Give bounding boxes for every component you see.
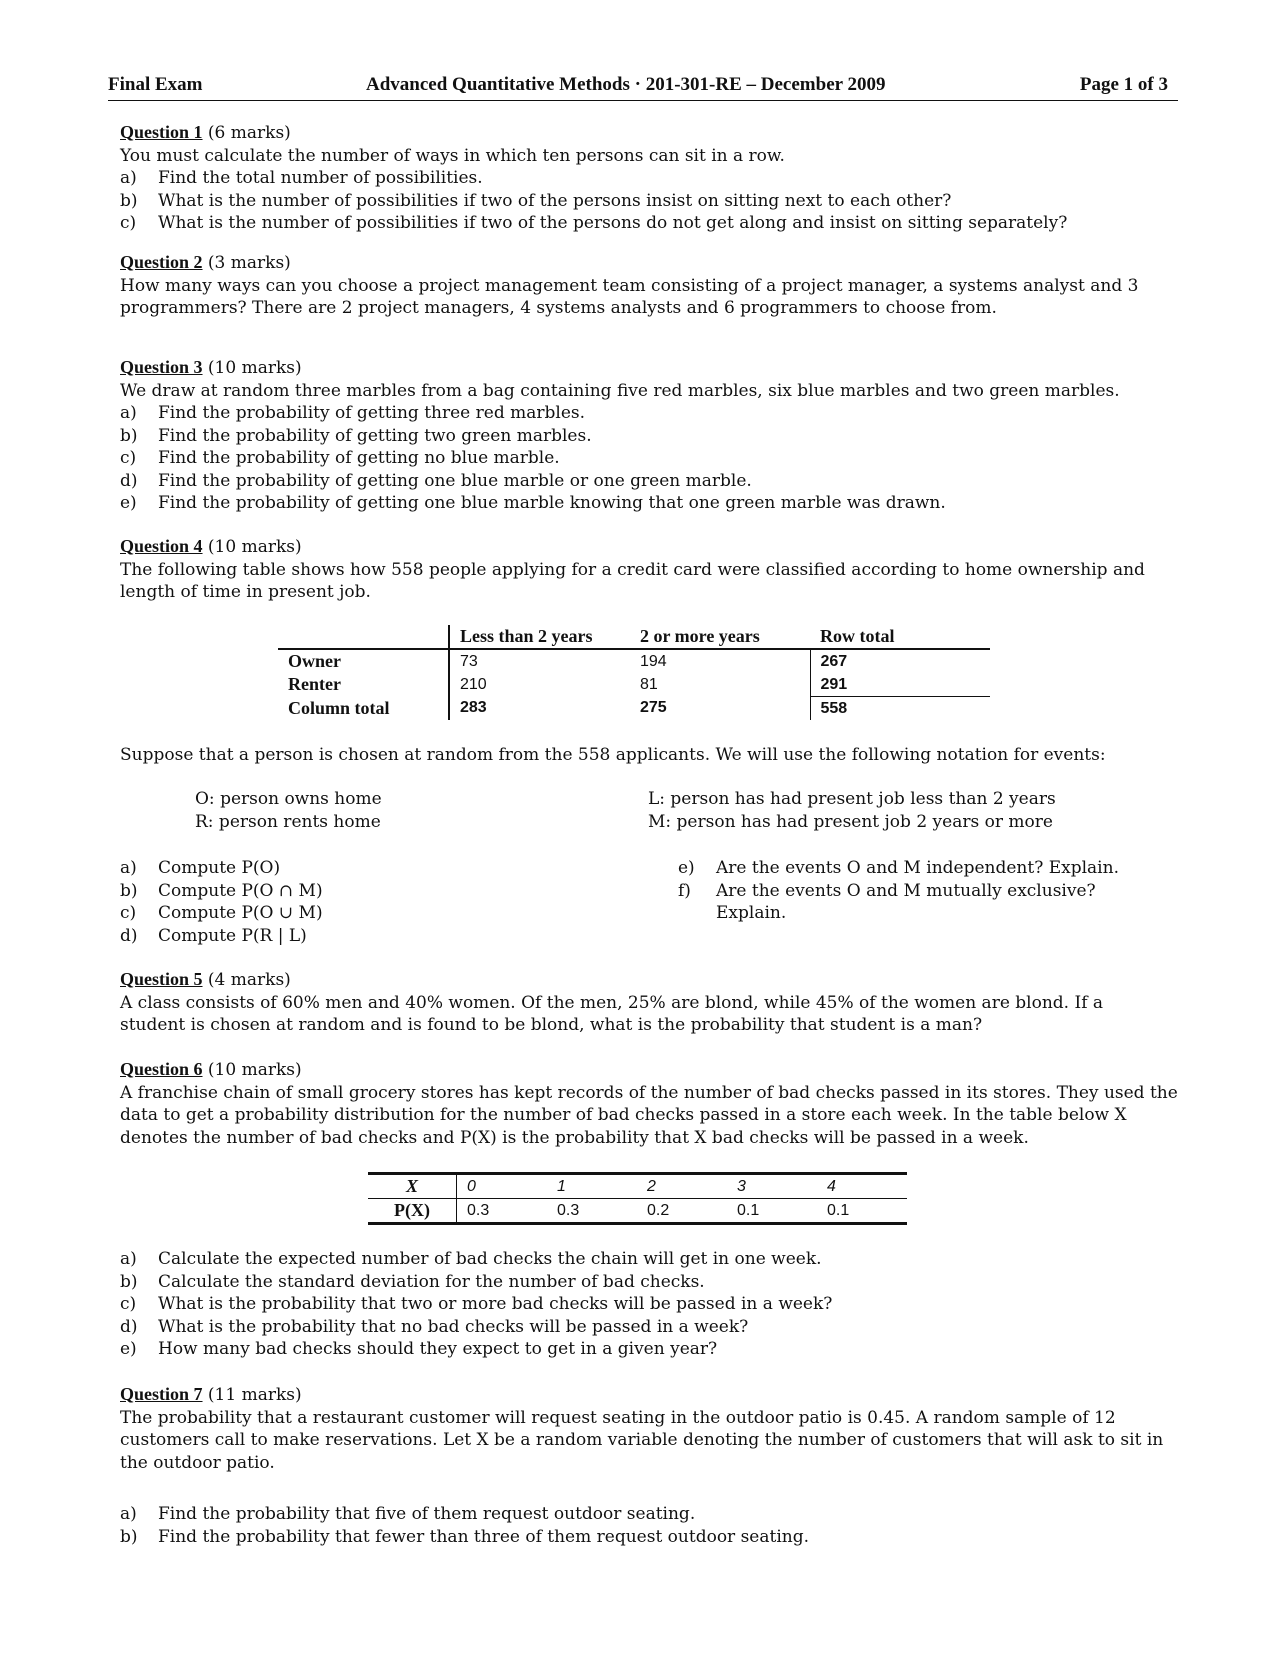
item-label: c) (120, 448, 137, 468)
table-header-cell: Row total (810, 625, 990, 649)
item-text: Find the probability of getting three red marbles. (158, 403, 586, 423)
notation-right (648, 788, 1108, 833)
notation-l: L: person has had present job less than 2 years (648, 789, 1056, 809)
item-label: e) (120, 493, 137, 513)
table-cell: 291 (810, 673, 990, 697)
item-label: b) (120, 190, 138, 211)
question-5-marks: (4 marks) (207, 970, 291, 990)
table-header-row (278, 625, 990, 649)
list-item (120, 1316, 1170, 1339)
item-text: Are the events O and M independent? Explain. (716, 858, 1119, 878)
table-cell: 0.3 (557, 1201, 580, 1219)
item-text: What is the probability that two or more bad checks will be passed in a week? (158, 1294, 833, 1314)
table-cell: 2 (637, 1174, 727, 1199)
question-6-label: Question 6 (120, 1059, 203, 1079)
item-label: a) (120, 168, 137, 188)
header-course-title: Advanced Quantitative Methods · 201-301-RE – December 2009 (366, 74, 886, 95)
item-label: b) (120, 425, 138, 446)
table-cell: 267 (810, 649, 990, 673)
item-text: What is the number of possibilities if two of the persons insist on sitting next to each other? (158, 190, 952, 211)
item-label: b) (120, 1271, 138, 1292)
question-2-label: Question 2 (120, 252, 203, 272)
table-cell: 0 (457, 1174, 548, 1199)
table-cell: 558 (810, 697, 990, 721)
item-text: Find the probability that five of them request outdoor seating. (158, 1504, 696, 1524)
question-5 (120, 968, 1140, 1037)
item-text: Find the total number of possibilities. (158, 168, 483, 188)
table-header-cell: 2 or more years (630, 625, 810, 649)
list-item (120, 492, 1170, 515)
list-item (120, 902, 580, 925)
question-7-label: Question 7 (120, 1384, 203, 1404)
question-4-title (120, 535, 1170, 559)
notation-o: O: person owns home (195, 789, 382, 809)
list-item (120, 1248, 1170, 1271)
question-6-title (120, 1058, 1180, 1082)
list-item (120, 1526, 1170, 1549)
table-cell: 1 (547, 1174, 637, 1199)
list-item (120, 470, 1170, 493)
table-row-label: Owner (278, 649, 449, 673)
item-label: f) (678, 880, 691, 901)
question-5-label: Question 5 (120, 969, 203, 989)
question-4-items-left (120, 857, 580, 947)
item-text: Find the probability that fewer than three of them request outdoor seating. (158, 1526, 810, 1547)
question-4 (120, 535, 1170, 604)
question-6-marks: (10 marks) (207, 1060, 302, 1080)
item-label: d) (120, 470, 138, 491)
table-cell: 0.1 (827, 1201, 850, 1219)
list-item (678, 857, 1148, 880)
question-2-marks: (3 marks) (207, 253, 291, 273)
item-label: b) (120, 1526, 138, 1547)
question-2-intro: How many ways can you choose a project management team consisting of a project manager, a systems analyst and 3 programmers? There are 2 project managers, 4 systems analysts and 6 programmers to choose from. (120, 275, 1139, 318)
question-3-label: Question 3 (120, 357, 203, 377)
item-text: What is the probability that no bad checks will be passed in a week? (158, 1316, 749, 1337)
table-row-label: Column total (288, 697, 390, 718)
table-header-cell: P(X) (394, 1200, 430, 1220)
probability-table (368, 1172, 907, 1225)
table-row (278, 697, 990, 721)
question-1-marks: (6 marks) (207, 123, 291, 143)
list-item (120, 425, 1170, 448)
table-row (368, 1174, 907, 1199)
table-header-cell: Less than 2 years (449, 625, 630, 649)
item-label: d) (120, 925, 138, 946)
item-text: Compute P(O ∪ M) (158, 903, 323, 923)
table-cell: 4 (817, 1174, 907, 1199)
question-6-intro: A franchise chain of small grocery stores has kept records of the number of bad checks passed in its stores. They used the data to get a probability distribution for the number of bad checks passed in a store each week. In the table below X denotes the number of bad checks and P(X) is the probability that X bad checks will be passed in a week. (120, 1082, 1178, 1148)
item-label: e) (120, 1339, 137, 1359)
item-text: Calculate the standard deviation for the number of bad checks. (158, 1271, 705, 1292)
question-3-intro: We draw at random three marbles from a bag containing five red marbles, six blue marbles and two green marbles. (120, 380, 1120, 401)
list-item (120, 925, 580, 948)
item-text: What is the number of possibilities if two of the persons do not get along and insist on sitting separately? (158, 213, 1068, 233)
table-cell: 0.2 (647, 1201, 670, 1219)
table-cell: 0.3 (457, 1199, 548, 1224)
question-1 (120, 121, 1170, 235)
list-item (120, 857, 580, 880)
list-item (678, 880, 1148, 925)
item-text: Find the probability of getting one blue marble knowing that one green marble was drawn. (158, 493, 946, 513)
list-item (120, 190, 1170, 213)
table-cell: 81 (640, 675, 658, 693)
table-cell: 0.1 (737, 1201, 760, 1219)
item-label: c) (120, 1294, 137, 1314)
table-row (278, 673, 990, 697)
item-label: a) (120, 1249, 137, 1269)
question-7-intro: The probability that a restaurant customer will request seating in the outdoor patio is 0.45. A random sample of 12 customers call to make reservations. Let X be a random variable denoting the number of customers that will ask to sit in the outdoor patio. (120, 1407, 1164, 1473)
table-cell: 275 (640, 699, 667, 717)
list-item (120, 447, 1170, 470)
item-label: a) (120, 1504, 137, 1524)
list-item (120, 1338, 1170, 1361)
question-3-title (120, 356, 1170, 380)
list-item (120, 880, 580, 903)
item-text: Find the probability of getting two green marbles. (158, 425, 592, 446)
question-4-intro: The following table shows how 558 people applying for a credit card were classified according to home ownership and length of time in present job. (120, 559, 1145, 602)
header-exam-title: Final Exam (108, 74, 203, 95)
item-text: Compute P(O) (158, 858, 281, 878)
question-7-items (120, 1503, 1170, 1548)
question-7-title (120, 1383, 1170, 1407)
table-cell: 194 (640, 652, 667, 670)
header-page-number: Page 1 of 3 (1079, 74, 1168, 95)
table-cell: 210 (449, 673, 630, 697)
question-6-items (120, 1248, 1170, 1361)
list-item (120, 1503, 1170, 1526)
table-corner-cell (278, 625, 449, 649)
question-1-intro: You must calculate the number of ways in which ten persons can sit in a row. (120, 145, 785, 166)
item-label: c) (120, 903, 137, 923)
notation-left (195, 788, 615, 833)
item-text: Are the events O and M mutually exclusive? Explain. (716, 880, 1096, 923)
question-7 (120, 1383, 1170, 1474)
item-text: Calculate the expected number of bad checks the chain will get in one week. (158, 1249, 822, 1269)
question-4-marks: (10 marks) (207, 537, 302, 557)
question-2 (120, 251, 1160, 320)
contingency-table (278, 625, 990, 720)
item-text: Find the probability of getting one blue marble or one green marble. (158, 470, 752, 491)
notation-r: R: person rents home (195, 811, 381, 832)
list-item (120, 167, 1170, 190)
table-cell: 283 (449, 697, 630, 721)
question-2-title (120, 251, 1160, 275)
list-item (120, 402, 1170, 425)
item-text: Compute P(O ∩ M) (158, 880, 323, 901)
question-4-suppose: Suppose that a person is chosen at random from the 558 applicants. We will use the following notation for events: (120, 745, 1106, 765)
question-5-title (120, 968, 1140, 992)
question-4-items-right (678, 857, 1148, 925)
table-row-label: Renter (288, 674, 341, 695)
item-text: Find the probability of getting no blue marble. (158, 448, 560, 468)
list-item (120, 1271, 1170, 1294)
question-4-label: Question 4 (120, 536, 203, 556)
item-label: a) (120, 403, 137, 423)
table-header-cell: X (368, 1174, 457, 1199)
question-1-label: Question 1 (120, 122, 203, 142)
list-item (120, 212, 1170, 235)
question-5-intro: A class consists of 60% men and 40% women. Of the men, 25% are blond, while 45% of the women are blond. If a student is chosen at random and is found to be blond, what is the probability that student is a man? (120, 992, 1104, 1035)
question-6 (120, 1058, 1180, 1149)
item-label: b) (120, 880, 138, 901)
table-row (368, 1199, 907, 1224)
question-7-marks: (11 marks) (207, 1385, 302, 1405)
list-item (120, 1293, 1170, 1316)
item-label: c) (120, 213, 137, 233)
item-label: a) (120, 858, 137, 878)
question-1-title (120, 121, 1170, 145)
question-3 (120, 356, 1170, 515)
item-text: How many bad checks should they expect to get in a given year? (158, 1339, 718, 1359)
page-header (108, 72, 1178, 101)
notation-m: M: person has had present job 2 years or more (648, 811, 1053, 832)
table-row (278, 649, 990, 673)
item-label: e) (678, 858, 695, 878)
table-cell: 73 (449, 649, 630, 673)
item-label: d) (120, 1316, 138, 1337)
question-3-marks: (10 marks) (207, 358, 302, 378)
table-cell: 3 (727, 1174, 817, 1199)
item-text: Compute P(R | L) (158, 925, 307, 946)
